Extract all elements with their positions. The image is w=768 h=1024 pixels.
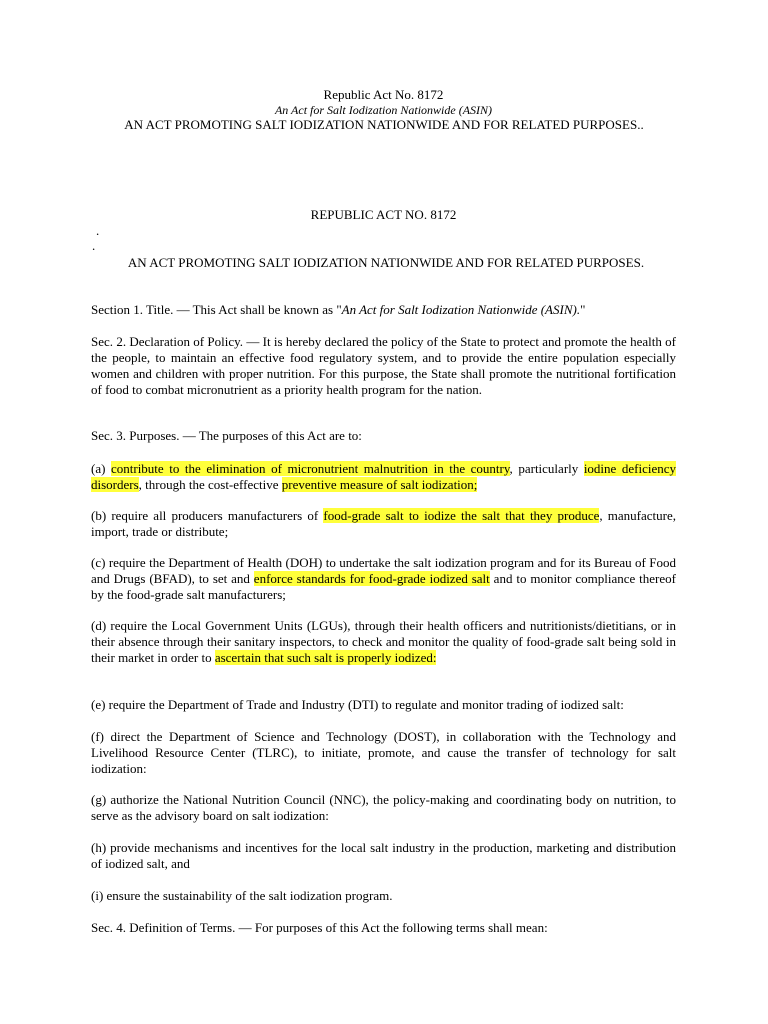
purpose-h: (h) provide mechanisms and incentives for the local salt industry in the production, marketing and distribution of iodized salt, and bbox=[91, 840, 676, 871]
purpose-f: (f) direct the Department of Science and Technology (DOST), in collaboration with the Technology and Livelihood Resource Center (TLRC), to initiate, promote, and cause the transfer of technology for salt iodization: bbox=[91, 729, 676, 776]
section-2: Sec. 2. Declaration of Policy. — It is hereby declared the policy of the State to protect and promote the health of the people, to maintain an effective food regulatory system, and to provide the entire population especially women and children with proper nutrition. For this purpose, the State shall promote the nutritional fortification of food to combat micronutrient as a priority health program for the nation. bbox=[91, 334, 676, 397]
body-long-title: AN ACT PROMOTING SALT IODIZATION NATIONWIDE AND FOR RELATED PURPOSES. bbox=[127, 255, 645, 270]
section-3-heading: Sec. 3. Purposes. — The purposes of this Act are to: bbox=[91, 428, 362, 443]
highlight: preventive measure of salt iodization; bbox=[281, 477, 478, 492]
purpose-b: (b) require all producers manufacturers of food-grade salt to iodize the salt that they produce, manufacture, import, trade or distribute; bbox=[91, 508, 677, 539]
highlight: food-grade salt to iodize the salt that they produce bbox=[323, 508, 600, 523]
highlight: ascertain that such salt is properly iodized: bbox=[214, 650, 437, 665]
purpose-i: (i) ensure the sustainability of the salt iodization program. bbox=[91, 888, 393, 903]
highlight: contribute to the elimination of micronutrient malnutrition in the country bbox=[110, 461, 510, 476]
highlight: iodine deficiency disorders bbox=[91, 461, 676, 492]
highlight: enforce standards for food-grade iodized salt bbox=[253, 571, 490, 586]
purpose-g: (g) authorize the National Nutrition Council (NNC), the policy-making and coordinating body on nutrition, to serve as the advisory board on salt iodization: bbox=[91, 792, 676, 823]
act-number-heading: Republic Act No. 8172 bbox=[323, 87, 444, 102]
act-short-title: An Act for Salt Iodization Nationwide (ASIN) bbox=[274, 103, 493, 117]
act-long-title: AN ACT PROMOTING SALT IODIZATION NATIONWIDE AND FOR RELATED PURPOSES.. bbox=[124, 117, 644, 132]
purpose-e: (e) require the Department of Trade and Industry (DTI) to regulate and monitor trading of iodized salt: bbox=[91, 697, 624, 712]
separator-dot: . bbox=[92, 238, 96, 253]
section-4-heading: Sec. 4. Definition of Terms. — For purposes of this Act the following terms shall mean: bbox=[91, 920, 548, 935]
purpose-d: (d) require the Local Government Units (LGUs), through their health officers and nutritionists/dietitians, or in their absence through their sanitary inspectors, to check and monitor the quality of food-grade salt being sold in their market in order to ascertain that such salt is properly iodized: bbox=[91, 618, 676, 665]
separator-dot: . bbox=[96, 223, 100, 238]
purpose-a: (a) contribute to the elimination of micronutrient malnutrition in the country, particularly iodine deficiency disorders, through the cost-effective preventive measure of salt iodization; bbox=[91, 461, 676, 492]
purpose-c: (c) require the Department of Health (DOH) to undertake the salt iodization program and for its Bureau of Food and Drugs (BFAD), to set and enforce standards for food-grade iodized salt and to monitor compliance thereof by the food-grade salt manufacturers; bbox=[91, 555, 676, 602]
body-act-number: REPUBLIC ACT NO. 8172 bbox=[310, 207, 457, 222]
section-1: Section 1. Title. — This Act shall be known as "An Act for Salt Iodization Nationwide (ASIN)." bbox=[91, 302, 586, 317]
